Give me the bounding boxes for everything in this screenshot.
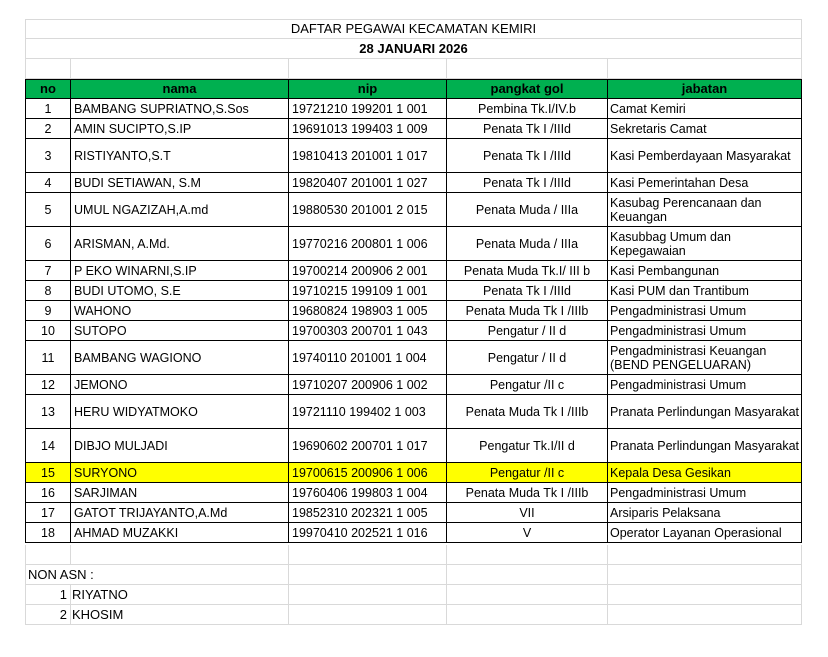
- cell-nama[interactable]: AHMAD MUZAKKI: [71, 523, 289, 543]
- cell-pangkat[interactable]: Pengatur Tk.I/II d: [447, 429, 608, 463]
- non-asn-name[interactable]: KHOSIM: [71, 605, 289, 625]
- cell-no[interactable]: 12: [25, 375, 71, 395]
- cell-no[interactable]: 7: [25, 261, 71, 281]
- cell-jabatan[interactable]: Kasi Pembangunan: [608, 261, 802, 281]
- cell-nama[interactable]: UMUL NGAZIZAH,A.md: [71, 193, 289, 227]
- title-row: [25, 19, 802, 39]
- cell-jabatan[interactable]: Kasubag Perencanaan dan Keuangan: [608, 193, 802, 227]
- date-row: [25, 39, 802, 59]
- cell-no[interactable]: 17: [25, 503, 71, 523]
- cell-pangkat[interactable]: Penata Muda Tk I /IIIb: [447, 395, 608, 429]
- cell-nip[interactable]: 19760406 199803 1 004: [289, 483, 447, 503]
- header-nip[interactable]: nip: [289, 80, 447, 99]
- table-header: [25, 79, 802, 99]
- cell-nip[interactable]: 19690602 200701 1 017: [289, 429, 447, 463]
- empty-cell[interactable]: [25, 59, 71, 79]
- cell-no[interactable]: 18: [25, 523, 71, 543]
- cell-pangkat[interactable]: Penata Tk I /IIId: [447, 119, 608, 139]
- header-jabatan[interactable]: jabatan: [608, 80, 802, 99]
- cell-nip[interactable]: 19810413 201001 1 017: [289, 139, 447, 173]
- empty-cell[interactable]: [608, 585, 802, 605]
- cell-jabatan[interactable]: Pengadministrasi Umum: [608, 301, 802, 321]
- cell-jabatan[interactable]: Pranata Perlindungan Masyarakat: [608, 429, 802, 463]
- empty-cell[interactable]: [447, 545, 608, 565]
- cell-pangkat[interactable]: Pembina Tk.I/IV.b: [447, 99, 608, 119]
- cell-pangkat[interactable]: Penata Muda / IIIa: [447, 193, 608, 227]
- cell-nama[interactable]: BAMBANG WAGIONO: [71, 341, 289, 375]
- cell-nama[interactable]: BUDI UTOMO, S.E: [71, 281, 289, 301]
- non-asn-name[interactable]: RIYATNO: [71, 585, 289, 605]
- cell-jabatan[interactable]: Operator Layanan Operasional: [608, 523, 802, 543]
- table-row: [25, 261, 802, 281]
- non-asn-no[interactable]: 2: [25, 605, 71, 625]
- cell-nip[interactable]: 19740110 201001 1 004: [289, 341, 447, 375]
- cell-nip[interactable]: 19710207 200906 1 002: [289, 375, 447, 395]
- empty-cell[interactable]: [71, 59, 289, 79]
- table-row: [25, 193, 802, 227]
- empty-cell[interactable]: [447, 59, 608, 79]
- cell-no[interactable]: 6: [25, 227, 71, 261]
- cell-no[interactable]: 16: [25, 483, 71, 503]
- non-asn-label-row: [25, 565, 802, 585]
- cell-jabatan[interactable]: Pranata Perlindungan Masyarakat: [608, 395, 802, 429]
- cell-pangkat[interactable]: Pengatur /II c: [447, 375, 608, 395]
- cell-nama[interactable]: SURYONO: [71, 463, 289, 483]
- table-row: [25, 301, 802, 321]
- page-date[interactable]: 28 JANUARI 2026: [25, 39, 802, 59]
- empty-cell[interactable]: [608, 59, 802, 79]
- table-row: [25, 139, 802, 173]
- cell-pangkat[interactable]: V: [447, 523, 608, 543]
- cell-pangkat[interactable]: Pengatur / II d: [447, 321, 608, 341]
- empty-cell[interactable]: [289, 605, 447, 625]
- cell-nama[interactable]: SARJIMAN: [71, 483, 289, 503]
- cell-no[interactable]: 8: [25, 281, 71, 301]
- empty-cell[interactable]: [289, 59, 447, 79]
- cell-jabatan[interactable]: Pengadministrasi Keuangan (BEND PENGELUARAN): [608, 341, 802, 375]
- cell-nama[interactable]: GATOT TRIJAYANTO,A.Md: [71, 503, 289, 523]
- empty-cell[interactable]: [447, 585, 608, 605]
- cell-jabatan[interactable]: Kepala Desa Gesikan: [608, 463, 802, 483]
- cell-nama[interactable]: P EKO WINARNI,S.IP: [71, 261, 289, 281]
- cell-nama[interactable]: BUDI SETIAWAN, S.M: [71, 173, 289, 193]
- non-asn-no[interactable]: 1: [25, 585, 71, 605]
- cell-no[interactable]: 15: [25, 463, 71, 483]
- cell-pangkat[interactable]: Penata Tk I /IIId: [447, 139, 608, 173]
- cell-nama[interactable]: ARISMAN, A.Md.: [71, 227, 289, 261]
- cell-jabatan[interactable]: Pengadministrasi Umum: [608, 321, 802, 341]
- cell-pangkat[interactable]: Penata Muda Tk I /IIIb: [447, 301, 608, 321]
- empty-cell[interactable]: [608, 545, 802, 565]
- cell-pangkat[interactable]: Penata Muda Tk I /IIIb: [447, 483, 608, 503]
- table-row: [25, 429, 802, 463]
- cell-jabatan[interactable]: Kasi PUM dan Trantibum: [608, 281, 802, 301]
- cell-nip[interactable]: 19970410 202521 1 016: [289, 523, 447, 543]
- table-row: [25, 503, 802, 523]
- cell-nip[interactable]: 19770216 200801 1 006: [289, 227, 447, 261]
- non-asn-row: [25, 605, 802, 625]
- header-pangkat[interactable]: pangkat gol: [447, 80, 608, 99]
- cell-nama[interactable]: HERU WIDYATMOKO: [71, 395, 289, 429]
- cell-pangkat[interactable]: Pengatur /II c: [447, 463, 608, 483]
- empty-cell[interactable]: [289, 565, 447, 585]
- table-row: [25, 281, 802, 301]
- cell-nama[interactable]: WAHONO: [71, 301, 289, 321]
- empty-cell[interactable]: [447, 565, 608, 585]
- table-row: [25, 375, 802, 395]
- cell-nama[interactable]: JEMONO: [71, 375, 289, 395]
- cell-nama[interactable]: SUTOPO: [71, 321, 289, 341]
- cell-nip[interactable]: 19700615 200906 1 006: [289, 463, 447, 483]
- cell-jabatan[interactable]: Sekretaris Camat: [608, 119, 802, 139]
- cell-pangkat[interactable]: Penata Tk I /IIId: [447, 173, 608, 193]
- cell-pangkat[interactable]: Pengatur / II d: [447, 341, 608, 375]
- cell-jabatan[interactable]: Pengadministrasi Umum: [608, 375, 802, 395]
- cell-no[interactable]: 13: [25, 395, 71, 429]
- cell-jabatan[interactable]: Pengadministrasi Umum: [608, 483, 802, 503]
- cell-nip[interactable]: 19721210 199201 1 001: [289, 99, 447, 119]
- cell-no[interactable]: 1: [25, 99, 71, 119]
- empty-cell[interactable]: [289, 545, 447, 565]
- table-row: [25, 99, 802, 119]
- header-no[interactable]: no: [25, 80, 71, 99]
- cell-nama[interactable]: RISTIYANTO,S.T: [71, 139, 289, 173]
- cell-nama[interactable]: AMIN SUCIPTO,S.IP: [71, 119, 289, 139]
- table-row: [25, 523, 802, 543]
- cell-nip[interactable]: 19880530 201001 2 015: [289, 193, 447, 227]
- cell-no[interactable]: 3: [25, 139, 71, 173]
- table-row: [25, 341, 802, 375]
- cell-jabatan[interactable]: Kasubbag Umum dan Kepegawaian: [608, 227, 802, 261]
- page-title[interactable]: DAFTAR PEGAWAI KECAMATAN KEMIRI: [25, 19, 802, 39]
- table-row: [25, 321, 802, 341]
- blank-row: [25, 545, 802, 565]
- cell-pangkat[interactable]: Penata Tk I /IIId: [447, 281, 608, 301]
- empty-cell[interactable]: [447, 605, 608, 625]
- table-row: [25, 227, 802, 261]
- cell-nip[interactable]: 19820407 201001 1 027: [289, 173, 447, 193]
- cell-pangkat[interactable]: VII: [447, 503, 608, 523]
- table-row: [25, 463, 802, 483]
- cell-nip[interactable]: 19700303 200701 1 043: [289, 321, 447, 341]
- empty-cell[interactable]: [608, 605, 802, 625]
- empty-cell[interactable]: [289, 585, 447, 605]
- cell-no[interactable]: 11: [25, 341, 71, 375]
- cell-pangkat[interactable]: Penata Muda Tk.I/ III b: [447, 261, 608, 281]
- cell-nip[interactable]: 19680824 198903 1 005: [289, 301, 447, 321]
- table-row: [25, 173, 802, 193]
- cell-pangkat[interactable]: Penata Muda / IIIa: [447, 227, 608, 261]
- cell-no[interactable]: 10: [25, 321, 71, 341]
- cell-nip[interactable]: 19710215 199109 1 001: [289, 281, 447, 301]
- cell-nip[interactable]: 19852310 202321 1 005: [289, 503, 447, 523]
- cell-no[interactable]: 9: [25, 301, 71, 321]
- non-asn-label[interactable]: NON ASN :: [25, 565, 289, 585]
- table-row: [25, 395, 802, 429]
- cell-nip[interactable]: 19691013 199403 1 009: [289, 119, 447, 139]
- non-asn-row: [25, 585, 802, 605]
- cell-jabatan[interactable]: Arsiparis Pelaksana: [608, 503, 802, 523]
- empty-cell[interactable]: [25, 545, 71, 565]
- cell-no[interactable]: 14: [25, 429, 71, 463]
- table-row: [25, 119, 802, 139]
- cell-nama[interactable]: DIBJO MULJADI: [71, 429, 289, 463]
- cell-nip[interactable]: 19721110 199402 1 003: [289, 395, 447, 429]
- cell-no[interactable]: 5: [25, 193, 71, 227]
- empty-row: [25, 59, 802, 79]
- cell-no[interactable]: 2: [25, 119, 71, 139]
- cell-jabatan[interactable]: Kasi Pemerintahan Desa: [608, 173, 802, 193]
- cell-nama[interactable]: BAMBANG SUPRIATNO,S.Sos: [71, 99, 289, 119]
- cell-jabatan[interactable]: Kasi Pemberdayaan Masyarakat: [608, 139, 802, 173]
- table-row: [25, 483, 802, 503]
- empty-cell[interactable]: [71, 545, 289, 565]
- cell-nip[interactable]: 19700214 200906 2 001: [289, 261, 447, 281]
- cell-jabatan[interactable]: Camat Kemiri: [608, 99, 802, 119]
- cell-no[interactable]: 4: [25, 173, 71, 193]
- empty-cell[interactable]: [608, 565, 802, 585]
- header-nama[interactable]: nama: [71, 80, 289, 99]
